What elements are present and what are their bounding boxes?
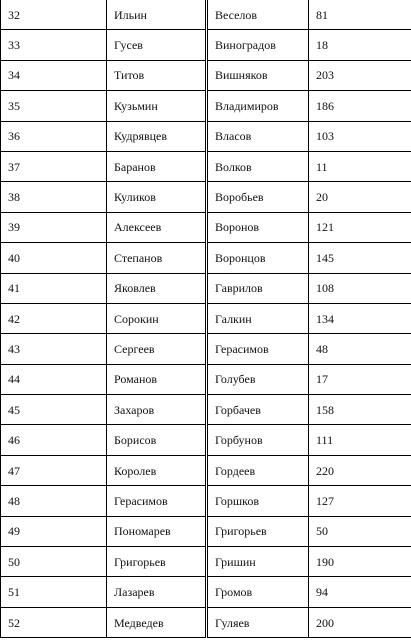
surname-a-cell: Григорьев <box>107 547 207 577</box>
surname-a-cell: Медведев <box>107 607 207 637</box>
value-cell: 20 <box>309 182 411 212</box>
surname-b-cell: Гришин <box>207 547 309 577</box>
surname-b-cell: Горшков <box>207 486 309 516</box>
surname-b-cell: Голубев <box>207 364 309 394</box>
row-number-cell: 44 <box>1 364 107 394</box>
surname-b-cell: Герасимов <box>207 334 309 364</box>
surname-b-cell: Воробьев <box>207 182 309 212</box>
table-row <box>1 303 411 333</box>
row-number-cell: 33 <box>1 30 107 60</box>
surname-b-cell: Горбунов <box>207 425 309 455</box>
table-row <box>1 334 411 364</box>
surname-b-cell: Горбачев <box>207 395 309 425</box>
table-row <box>1 577 411 607</box>
value-cell: 200 <box>309 607 411 637</box>
surname-a-cell: Королев <box>107 455 207 485</box>
value-cell: 186 <box>309 91 411 121</box>
row-number-cell: 42 <box>1 303 107 333</box>
value-cell: 145 <box>309 243 411 273</box>
row-number-cell: 38 <box>1 182 107 212</box>
table-row <box>1 547 411 577</box>
value-cell: 50 <box>309 516 411 546</box>
value-cell: 17 <box>309 364 411 394</box>
table-row <box>1 121 411 151</box>
surname-a-cell: Титов <box>107 60 207 90</box>
value-cell: 190 <box>309 547 411 577</box>
row-number-cell: 32 <box>1 0 107 30</box>
surname-b-cell: Виноградов <box>207 30 309 60</box>
surname-a-cell: Романов <box>107 364 207 394</box>
surname-b-cell: Гордеев <box>207 455 309 485</box>
value-cell: 108 <box>309 273 411 303</box>
row-number-cell: 51 <box>1 577 107 607</box>
surname-a-cell: Ильин <box>107 0 207 30</box>
table-row <box>1 151 411 181</box>
row-number-cell: 45 <box>1 395 107 425</box>
row-number-cell: 52 <box>1 607 107 637</box>
surname-b-cell: Власов <box>207 121 309 151</box>
surname-b-cell: Воронцов <box>207 243 309 273</box>
surname-b-cell: Гаврилов <box>207 273 309 303</box>
row-number-cell: 49 <box>1 516 107 546</box>
surname-a-cell: Гусев <box>107 30 207 60</box>
table-row <box>1 516 411 546</box>
row-number-cell: 50 <box>1 547 107 577</box>
row-number-cell: 35 <box>1 91 107 121</box>
row-number-cell: 43 <box>1 334 107 364</box>
table-row <box>1 30 411 60</box>
surname-a-cell: Кузьмин <box>107 91 207 121</box>
surname-a-cell: Лазарев <box>107 577 207 607</box>
value-cell: 103 <box>309 121 411 151</box>
value-cell: 11 <box>309 151 411 181</box>
surname-a-cell: Алексеев <box>107 212 207 242</box>
table-body <box>1 0 411 638</box>
value-cell: 158 <box>309 395 411 425</box>
row-number-cell: 46 <box>1 425 107 455</box>
table-row <box>1 212 411 242</box>
table-row <box>1 455 411 485</box>
table-row <box>1 425 411 455</box>
surname-a-cell: Захаров <box>107 395 207 425</box>
surname-b-cell: Громов <box>207 577 309 607</box>
table-row <box>1 607 411 637</box>
value-cell: 127 <box>309 486 411 516</box>
row-number-cell: 37 <box>1 151 107 181</box>
table-row <box>1 182 411 212</box>
table-row <box>1 273 411 303</box>
surname-a-cell: Пономарев <box>107 516 207 546</box>
surname-a-cell: Куликов <box>107 182 207 212</box>
surname-a-cell: Борисов <box>107 425 207 455</box>
surname-a-cell: Кудрявцев <box>107 121 207 151</box>
surname-b-cell: Гуляев <box>207 607 309 637</box>
table-row <box>1 364 411 394</box>
table-row <box>1 243 411 273</box>
table-row <box>1 486 411 516</box>
surname-b-cell: Вишняков <box>207 60 309 90</box>
row-number-cell: 48 <box>1 486 107 516</box>
value-cell: 134 <box>309 303 411 333</box>
row-number-cell: 41 <box>1 273 107 303</box>
value-cell: 203 <box>309 60 411 90</box>
surname-b-cell: Волков <box>207 151 309 181</box>
value-cell: 48 <box>309 334 411 364</box>
surname-a-cell: Баранов <box>107 151 207 181</box>
surname-b-cell: Веселов <box>207 0 309 30</box>
surname-a-cell: Герасимов <box>107 486 207 516</box>
value-cell: 121 <box>309 212 411 242</box>
value-cell: 220 <box>309 455 411 485</box>
surname-b-cell: Воронов <box>207 212 309 242</box>
row-number-cell: 40 <box>1 243 107 273</box>
surname-a-cell: Сорокин <box>107 303 207 333</box>
value-cell: 94 <box>309 577 411 607</box>
table-row <box>1 91 411 121</box>
surname-b-cell: Галкин <box>207 303 309 333</box>
table-row <box>1 60 411 90</box>
row-number-cell: 36 <box>1 121 107 151</box>
surname-a-cell: Степанов <box>107 243 207 273</box>
table-row <box>1 395 411 425</box>
value-cell: 111 <box>309 425 411 455</box>
value-cell: 18 <box>309 30 411 60</box>
surname-a-cell: Яковлев <box>107 273 207 303</box>
value-cell: 81 <box>309 0 411 30</box>
surname-b-cell: Владимиров <box>207 91 309 121</box>
row-number-cell: 47 <box>1 455 107 485</box>
surname-b-cell: Григорьев <box>207 516 309 546</box>
table-row <box>1 0 411 30</box>
surname-a-cell: Сергеев <box>107 334 207 364</box>
row-number-cell: 39 <box>1 212 107 242</box>
row-number-cell: 34 <box>1 60 107 90</box>
